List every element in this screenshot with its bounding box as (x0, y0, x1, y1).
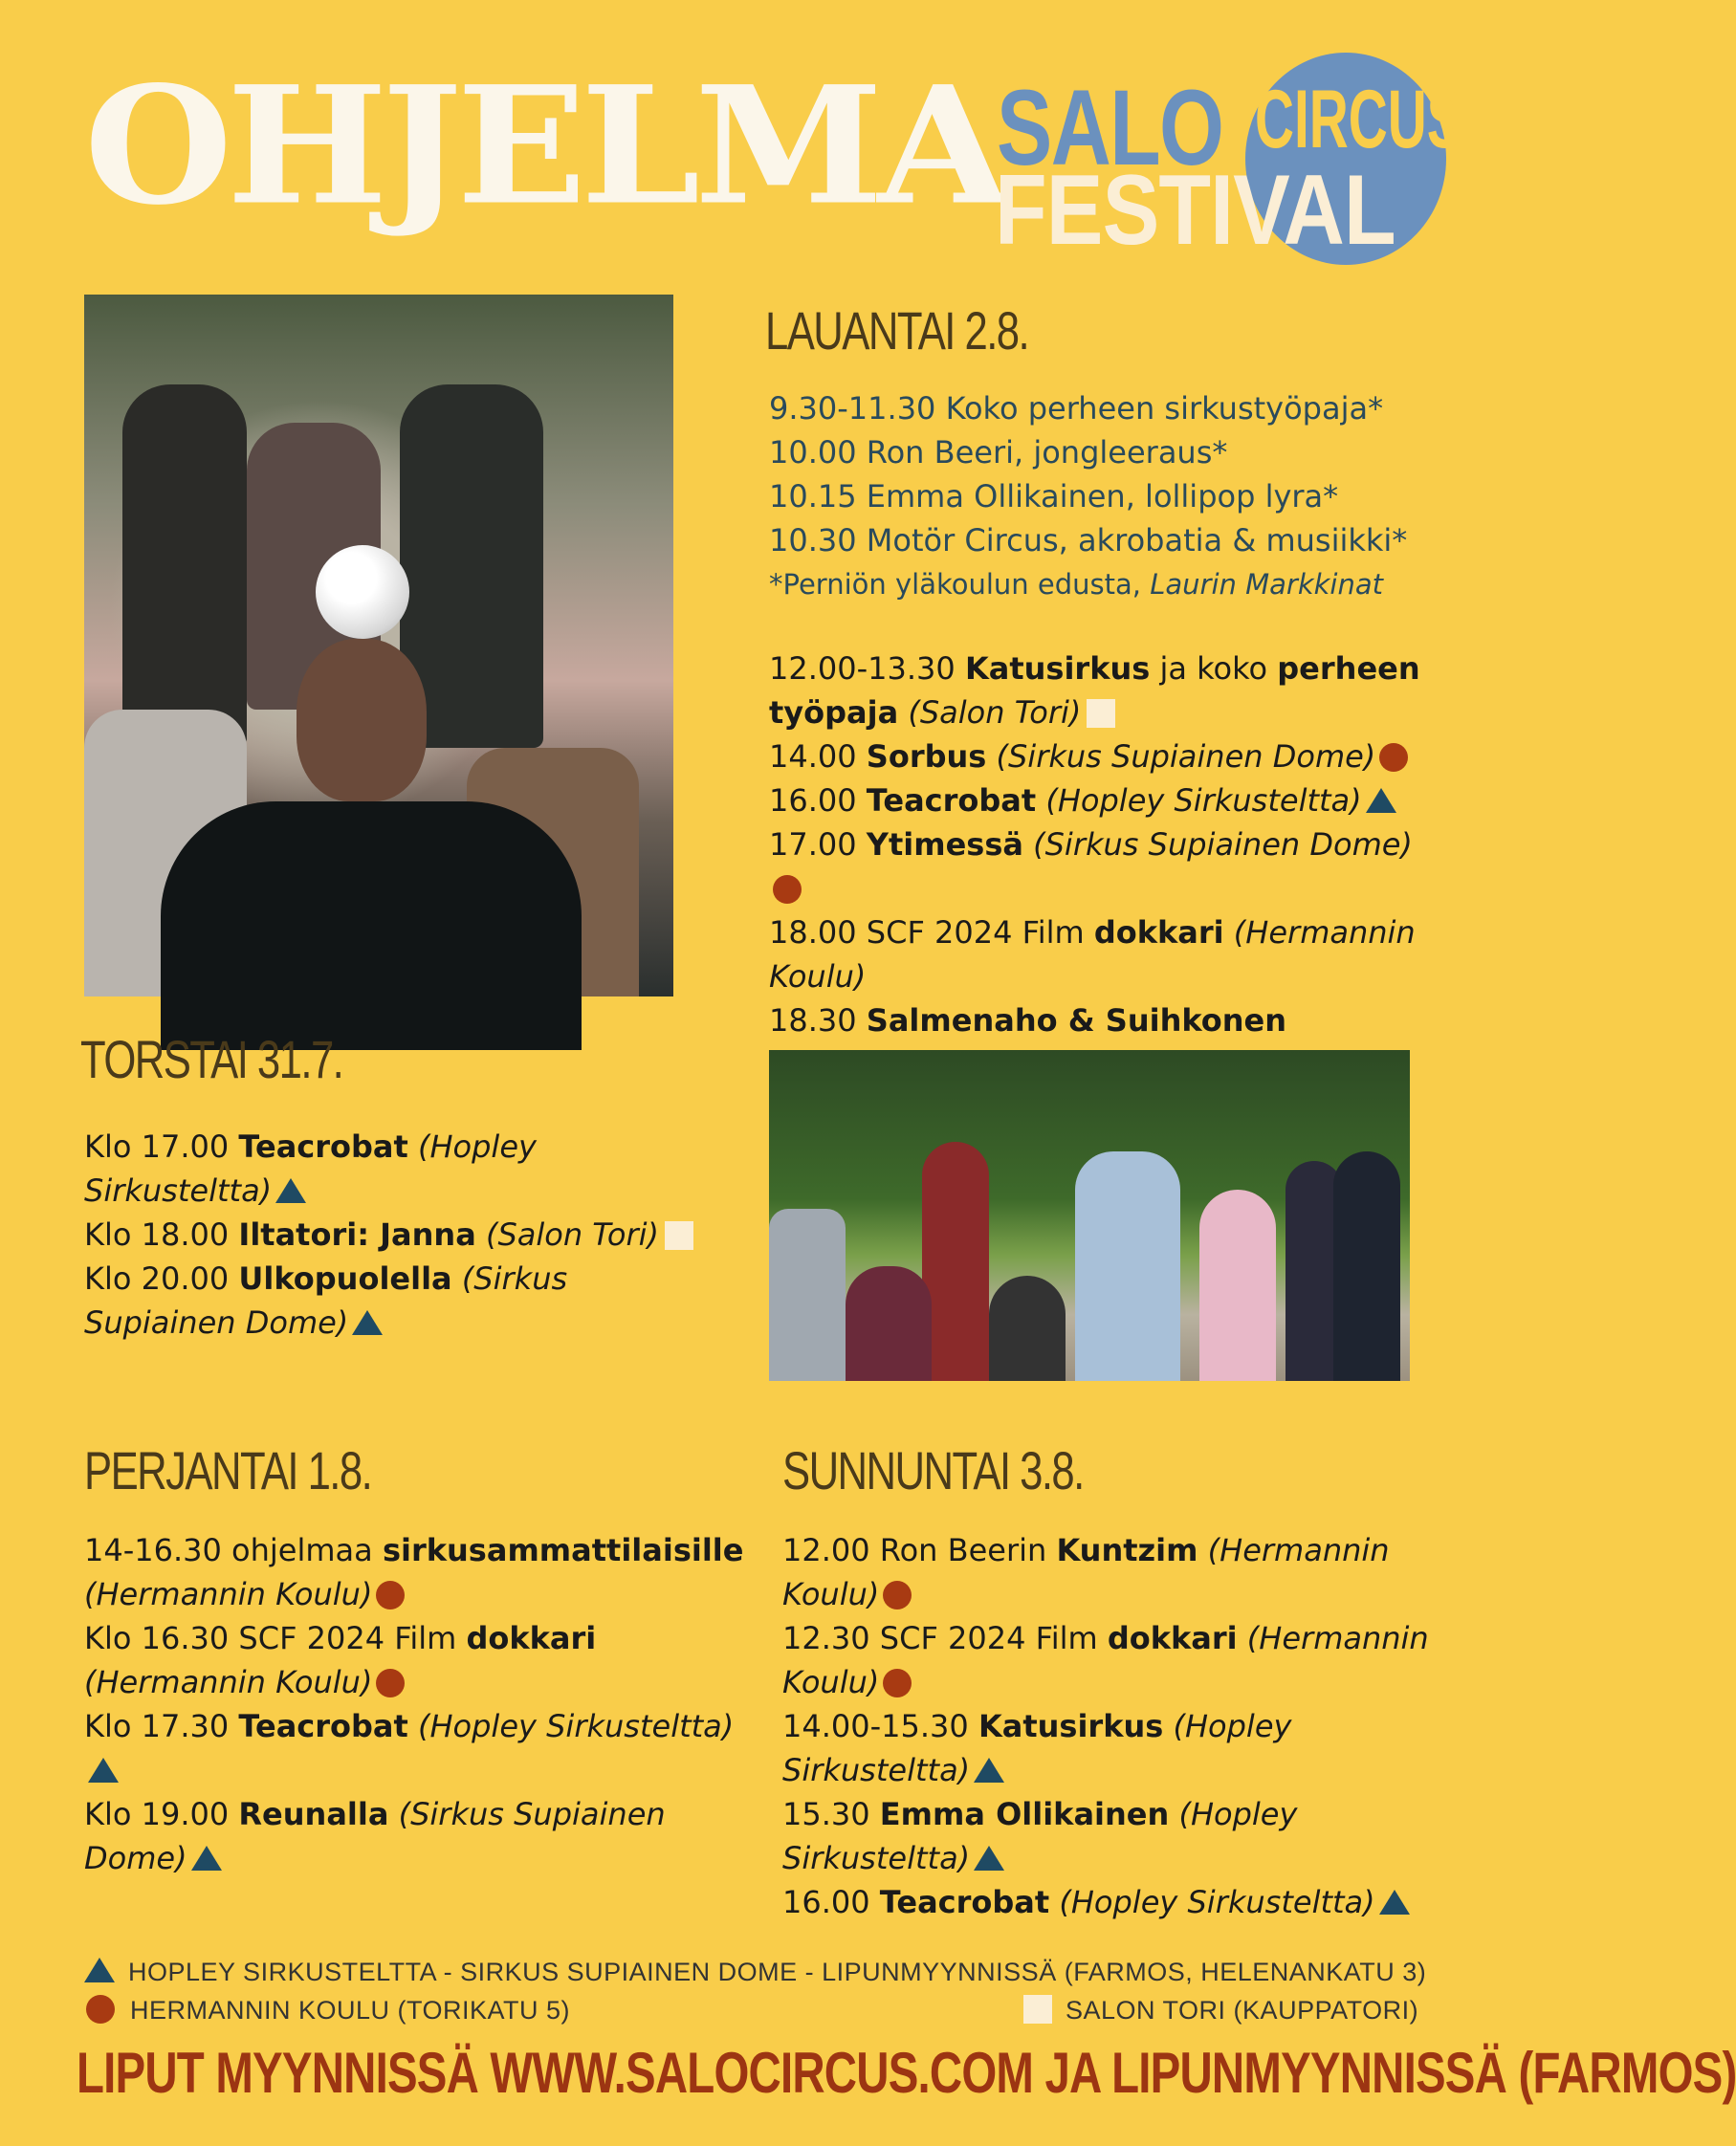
juggler-photo (84, 295, 673, 996)
triangle-icon (88, 1758, 119, 1783)
note-location: Laurin Markkinat (1150, 568, 1383, 601)
event-row: Klo 17.00 Teacrobat (Hopley Sirkusteltta) (84, 1128, 537, 1209)
event-row: 14.00-15.30 Katusirkus (Hopley Sirkusteltta) (782, 1708, 1292, 1788)
torstai-events (84, 1125, 696, 1345)
list-item: 9.30-11.30 Koko perheen sirkustyöpaja* (769, 390, 1384, 427)
dot-icon (883, 1669, 912, 1697)
legend-square (1023, 1995, 1418, 2026)
legend-dot-label: HERMANNIN KOULU (TORIKATU 5) (130, 1996, 571, 2025)
logo-circus: CIRCUS (1255, 74, 1463, 165)
dot-icon (883, 1581, 912, 1610)
event-row: Klo 17.30 Teacrobat (Hopley Sirkusteltta) (84, 1704, 754, 1792)
dot-icon (376, 1669, 405, 1697)
lauantai-note (769, 562, 1439, 606)
triangle-icon (352, 1310, 383, 1335)
photo-figure (846, 1266, 932, 1381)
event-row: 18.00 SCF 2024 Film dokkari (Hermannin Koulu) (769, 914, 1416, 995)
event-row: Klo 19.00 Reunalla (Sirkus Supiainen Dome) (84, 1796, 666, 1876)
legend-triangle (84, 1958, 1426, 1987)
triangle-icon (191, 1846, 222, 1871)
sunnuntai-events (782, 1528, 1433, 1924)
ticket-footer: LIPUT MYYNNISSÄ WWW.SALOCIRCUS.COM JA LIPUNMYYNNISSÄ (FARMOS) (77, 2041, 1736, 2105)
event-row: 12.00-13.30 Katusirkus ja koko perheen työpaja (Salon Tori) (769, 650, 1420, 731)
event-row: Klo 16.30 SCF 2024 Film dokkari (Hermannin Koulu) (84, 1620, 597, 1700)
lauantai-events (769, 646, 1429, 1086)
legend-triangle-label: HOPLEY SIRKUSTELTTA - SIRKUS SUPIAINEN DOME - LIPUNMYYNNISSÄ (FARMOS, HELENANKATU 3) (128, 1958, 1427, 1986)
photo-juggler-body (161, 801, 582, 1050)
dot-icon (86, 1995, 115, 2024)
perjantai-events (84, 1528, 754, 1880)
event-row: 16.00 Teacrobat (Hopley Sirkusteltta) (769, 778, 1429, 822)
heading-sunnuntai: SUNNUNTAI 3.8. (782, 1440, 1084, 1500)
event-row: 12.00 Ron Beerin Kuntzim (Hermannin Koulu) (782, 1532, 1390, 1612)
event-row: 14.00 Sorbus (Sirkus Supiainen Dome) (769, 734, 1429, 778)
logo-festi: FESTI (995, 155, 1234, 266)
logo-salo: SALO (997, 68, 1223, 187)
photo-figure (922, 1142, 989, 1381)
square-icon (665, 1221, 693, 1250)
event-row: 15.30 Emma Ollikainen (Hopley Sirkusteltta) (782, 1796, 1298, 1876)
square-icon (1087, 699, 1115, 728)
lauantai-morning (769, 386, 1439, 606)
photo-figure (1333, 1151, 1400, 1381)
triangle-icon (1366, 788, 1396, 813)
photo-figure (989, 1276, 1066, 1381)
event-row: Klo 18.00 Iltatori: Janna (Salon Tori) (84, 1213, 696, 1257)
photo-figure (122, 384, 247, 748)
logo-val: VAL (1233, 155, 1395, 266)
legend-square-label: SALON TORI (KAUPPATORI) (1066, 1996, 1419, 2025)
heading-torstai: TORSTAI 31.7. (80, 1029, 343, 1089)
triangle-icon (275, 1178, 306, 1203)
list-item: 10.15 Emma Ollikainen, lollipop lyra* (769, 478, 1339, 515)
event-row: 18.30 Salmenaho & Suihkonen (769, 998, 1429, 1086)
photo-ball (316, 545, 409, 639)
list-item: 10.00 Ron Beeri, jongleeraus* (769, 434, 1228, 471)
heading-perjantai: PERJANTAI 1.8. (84, 1440, 372, 1500)
square-icon (1023, 1995, 1052, 2024)
dot-icon (773, 875, 802, 904)
photo-juggler-head (297, 639, 427, 801)
dot-icon (1379, 743, 1408, 772)
photo-figure (1199, 1190, 1276, 1381)
event-row: 12.30 SCF 2024 Film dokkari (Hermannin Koulu) (782, 1620, 1429, 1700)
triangle-icon (974, 1758, 1004, 1783)
heading-lauantai: LAUANTAI 2.8. (765, 300, 1029, 361)
event-row: 14-16.30 ohjelmaa sirkusammattilaisille (Hermannin Koulu) (84, 1532, 744, 1612)
event-row: Klo 20.00 Ulkopuolella (Sirkus Supiainen Dome) (84, 1260, 568, 1341)
page-title: OHJELMA (84, 50, 1004, 241)
list-item: 10.30 Motör Circus, akrobatia & musiikki* (769, 522, 1408, 558)
photo-figure (769, 1209, 846, 1381)
event-row: 17.00 Ytimessä (Sirkus Supiainen Dome) (769, 822, 1429, 910)
legend-dot (84, 1995, 570, 2026)
note-text: *Perniön yläkoulun edusta, (769, 568, 1151, 601)
photo-figure (1075, 1151, 1180, 1381)
triangle-icon (974, 1846, 1004, 1871)
triangle-icon (1379, 1890, 1410, 1915)
street-show-photo (769, 1050, 1410, 1381)
dot-icon (376, 1581, 405, 1610)
event-row: 16.00 Teacrobat (Hopley Sirkusteltta) (782, 1880, 1433, 1924)
triangle-icon (84, 1958, 115, 1982)
logo-festival (995, 155, 1395, 266)
